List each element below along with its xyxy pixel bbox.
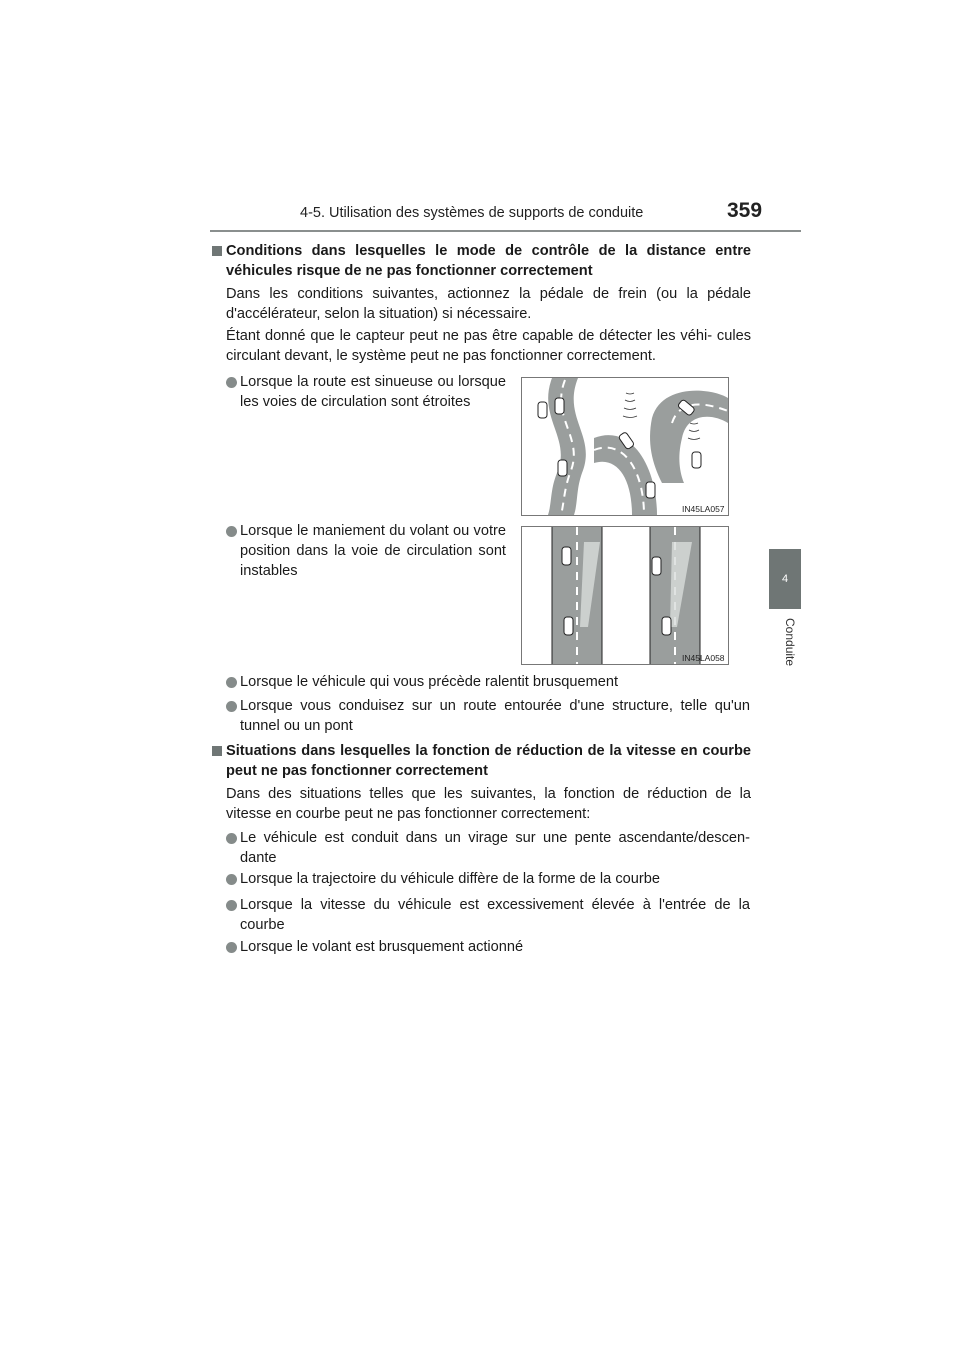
section1-bullet-1: Lorsque la route est sinueuse ou lorsque les voies de circulation sont étroites (240, 374, 506, 410)
figure-straight-roads (521, 526, 729, 665)
section2-bullet-2: Lorsque la trajectoire du véhicule diffère de la forme de la courbe (240, 871, 660, 887)
figure-code: IN45LA058 (682, 653, 725, 663)
figure-winding-roads (521, 377, 729, 516)
square-bullet-icon (212, 246, 222, 256)
bullet-icon (226, 900, 237, 911)
bullet-icon (226, 377, 237, 388)
bullet-icon (226, 874, 237, 885)
section1-heading: Conditions dans lesquelles le mode de contrôle de la distance entre véhicules risque de ne pas fonctionner correctement (226, 243, 751, 279)
straight-roads-illustration (522, 527, 728, 664)
section2-para1: Dans des situations telles que les suivantes, la fonction de réduction de la vitesse en courbe peut ne pas fonctionner correctement: (226, 786, 751, 822)
section2-heading: Situations dans lesquelles la fonction de réduction de la vitesse en courbe peut ne pas fonctionner correctement (226, 743, 751, 779)
bullet-icon (226, 526, 237, 537)
section1-para2: Étant donné que le capteur peut ne pas être capable de détecter les véhi- cules circulant devant, le système peut ne pas fonctionner correctement. (226, 328, 751, 364)
section2-bullet-3: Lorsque la vitesse du véhicule est excessivement élevée à l'entrée de la courbe (240, 897, 750, 933)
winding-roads-illustration (522, 378, 728, 515)
bullet-icon (226, 942, 237, 953)
bullet-icon (226, 833, 237, 844)
header-rule (210, 230, 801, 232)
chapter-tab: 4 (769, 549, 801, 609)
section1-para1: Dans les conditions suivantes, actionnez la pédale de frein (ou la pédale d'accélérateur, selon la situation) si nécessaire. (226, 286, 751, 322)
bullet-icon (226, 701, 237, 712)
bullet-icon (226, 677, 237, 688)
section1-bullet-3: Lorsque le véhicule qui vous précède ralentit brusquement (240, 674, 619, 690)
page-number: 359 (727, 199, 763, 222)
section-header: 4-5. Utilisation des systèmes de supports de conduite (300, 205, 644, 221)
section1-bullet-2: Lorsque le maniement du volant ou votre position dans la voie de circulation sont instables (240, 523, 506, 579)
square-bullet-icon (212, 746, 222, 756)
section2-bullet-4: Lorsque le volant est brusquement actionné (240, 939, 524, 955)
section2-bullet-1: Le véhicule est conduit dans un virage sur une pente ascendante/descen- dante (240, 830, 750, 866)
chapter-label: Conduite (783, 618, 797, 667)
figure-code: IN45LA057 (682, 504, 725, 514)
section1-bullet-4: Lorsque vous conduisez sur un route entourée d'une structure, telle qu'un tunnel ou un pont (240, 698, 750, 734)
